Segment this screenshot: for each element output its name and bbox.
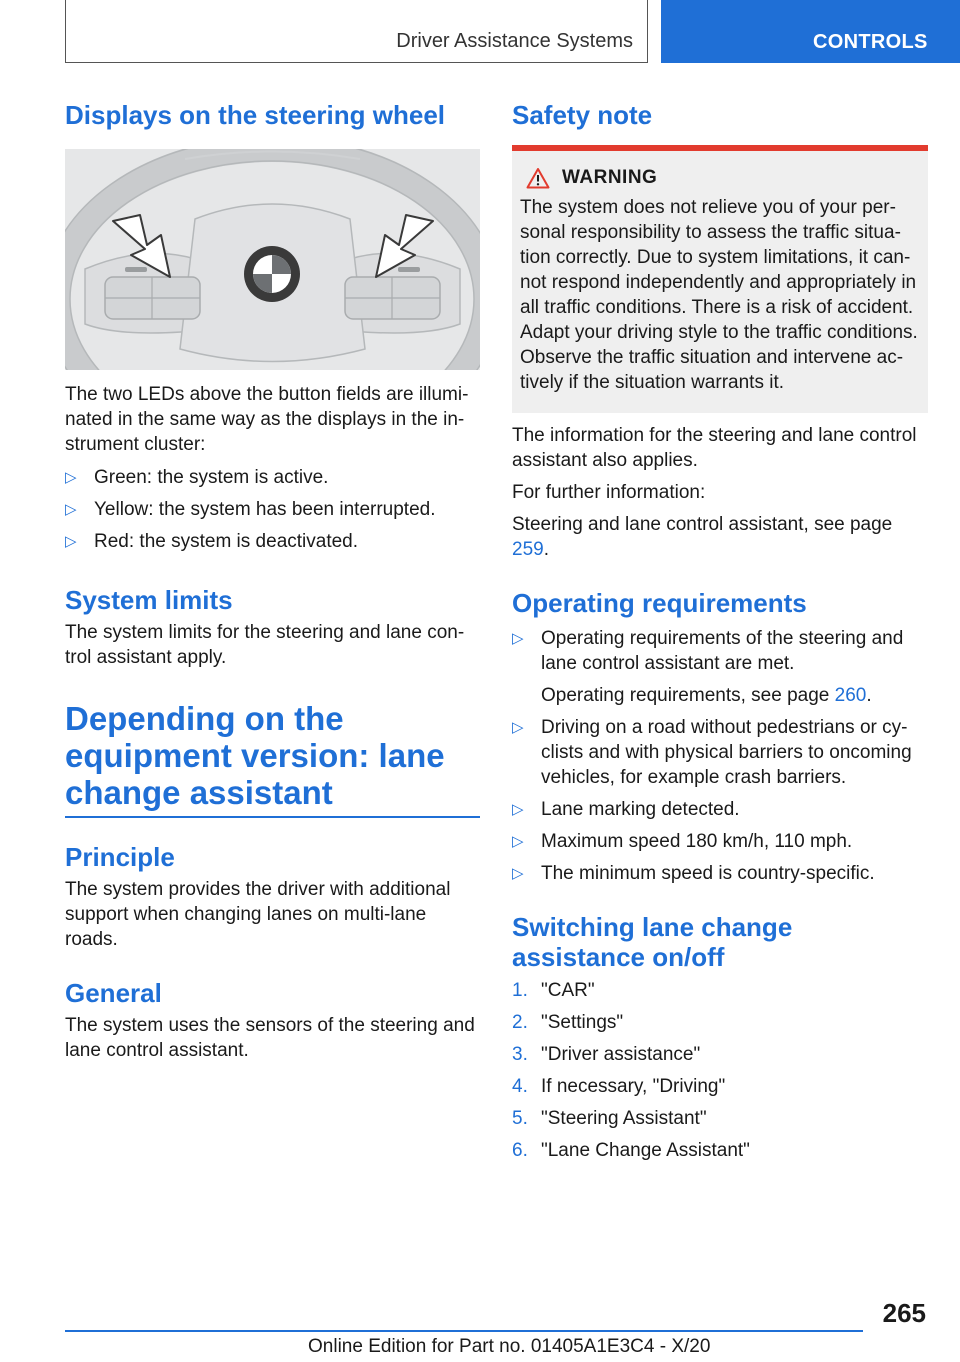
paragraph-limits: The system limits for the steering and lane control assistant apply. (65, 622, 465, 668)
steering-wheel-icon (65, 149, 480, 370)
warning-box (512, 145, 928, 413)
page-link-259[interactable]: 259 (512, 539, 544, 560)
list-item: ▷ The minimum speed is country-specific. (512, 863, 875, 884)
header-section-title: Driver Assistance Systems (396, 30, 633, 52)
heading-general: General (65, 977, 162, 1008)
list-marker-icon: ▷ (65, 501, 77, 518)
heading-safety-note: Safety note (512, 100, 653, 130)
list-item: ▷ Operating requirements of the steering and lane control assistant are met. Operating requirements, see page 260. (512, 626, 928, 708)
footer-edition: Online Edition for Part no. 01405A1E3C4 - X/20 (308, 1336, 711, 1357)
warning-header (526, 167, 920, 189)
paragraph-leds: The two LEDs above the button fields are illuminated in the same way as the displays in the instrument cluster: (65, 384, 469, 455)
paragraph-info: The information for the steering and lane control assistant also applies. (512, 425, 917, 471)
warning-title: WARNING (562, 167, 658, 188)
list-marker-icon: ▷ (512, 719, 524, 736)
heading-operating-requirements: Operating requirements (512, 588, 807, 618)
step-item: 6. "Lane Change Assistant" (512, 1140, 750, 1161)
list-marker-icon: ▷ (512, 630, 524, 647)
sub-reference: Operating requirements, see page 260. (541, 685, 872, 706)
header-section-tab (65, 0, 648, 63)
heading-system-limits: System limits (65, 585, 233, 615)
heading-rule (65, 816, 480, 818)
step-number: 3. (512, 1044, 528, 1065)
page-number: 265 (882, 1298, 926, 1328)
list-item: ▷ Driving on a road without pedestrians or cyclists and with physical barriers to oncoming vehicles, for example crash barriers. (512, 717, 912, 788)
list-item: ▷ Maximum speed 180 km/h, 110 mph. (512, 831, 853, 852)
list-marker-icon: ▷ (512, 801, 524, 818)
step-item: 5. "Steering Assistant" (512, 1108, 707, 1129)
paragraph-further: For further information: (512, 482, 706, 503)
header-chapter-tab (661, 0, 960, 63)
led-status-list (65, 465, 480, 554)
steering-wheel-illustration (65, 149, 480, 370)
step-item: 1. "CAR" (512, 980, 595, 1001)
step-number: 2. (512, 1012, 528, 1033)
list-marker-icon: ▷ (65, 469, 77, 486)
list-item: ▷ Green: the system is active. (65, 467, 329, 488)
warning-triangle-icon (526, 167, 550, 189)
header-chapter-title: CONTROLS (813, 31, 928, 53)
footer-rule (65, 1330, 863, 1332)
paragraph-see-page: Steering and lane control assistant, see page 259. (512, 514, 893, 560)
step-item: 4. If necessary, "Driving" (512, 1076, 726, 1097)
heading-switching: Switching lane change assistance on/off (512, 912, 793, 972)
operating-requirements-list (512, 626, 928, 886)
heading-displays: Displays on the steering wheel (65, 100, 445, 130)
list-marker-icon: ▷ (512, 865, 524, 882)
step-number: 1. (512, 980, 528, 1001)
list-marker-icon: ▷ (512, 833, 524, 850)
heading-principle: Principle (65, 841, 175, 872)
paragraph-principle: The system provides the driver with additional support when changing lanes on multi-lane roads. (65, 878, 451, 950)
page-link-260[interactable]: 260 (834, 685, 867, 706)
step-item: 2. "Settings" (512, 1012, 624, 1033)
step-item: 3. "Driver assistance" (512, 1044, 701, 1065)
list-item: ▷ Yellow: the system has been interrupted. (65, 499, 436, 520)
warning-text: The system does not relieve you of your personal responsibility to assess the traffic situation correctly. Due to system limitations, it cannot respond independently and appropriately in all traffic conditions. There is a risk of accident. Adapt your driving style to the traffic conditions. Observe the traffic situation and intervene actively if the situation warrants it. (520, 197, 918, 393)
right-column (512, 100, 928, 1163)
left-column (65, 100, 480, 1063)
step-number: 4. (512, 1076, 528, 1097)
step-number: 6. (512, 1140, 528, 1161)
list-item: ▷ Lane marking detected. (512, 799, 740, 820)
heading-lane-change-assistant: Depending on the equipment version: lane change assistant (65, 700, 445, 811)
list-marker-icon: ▷ (65, 533, 77, 550)
paragraph-general: The system uses the sensors of the steering and lane control assistant. (65, 1014, 475, 1061)
list-item: ▷ Red: the system is deactivated. (65, 531, 359, 552)
step-number: 5. (512, 1108, 528, 1129)
steps-list (512, 978, 928, 1163)
